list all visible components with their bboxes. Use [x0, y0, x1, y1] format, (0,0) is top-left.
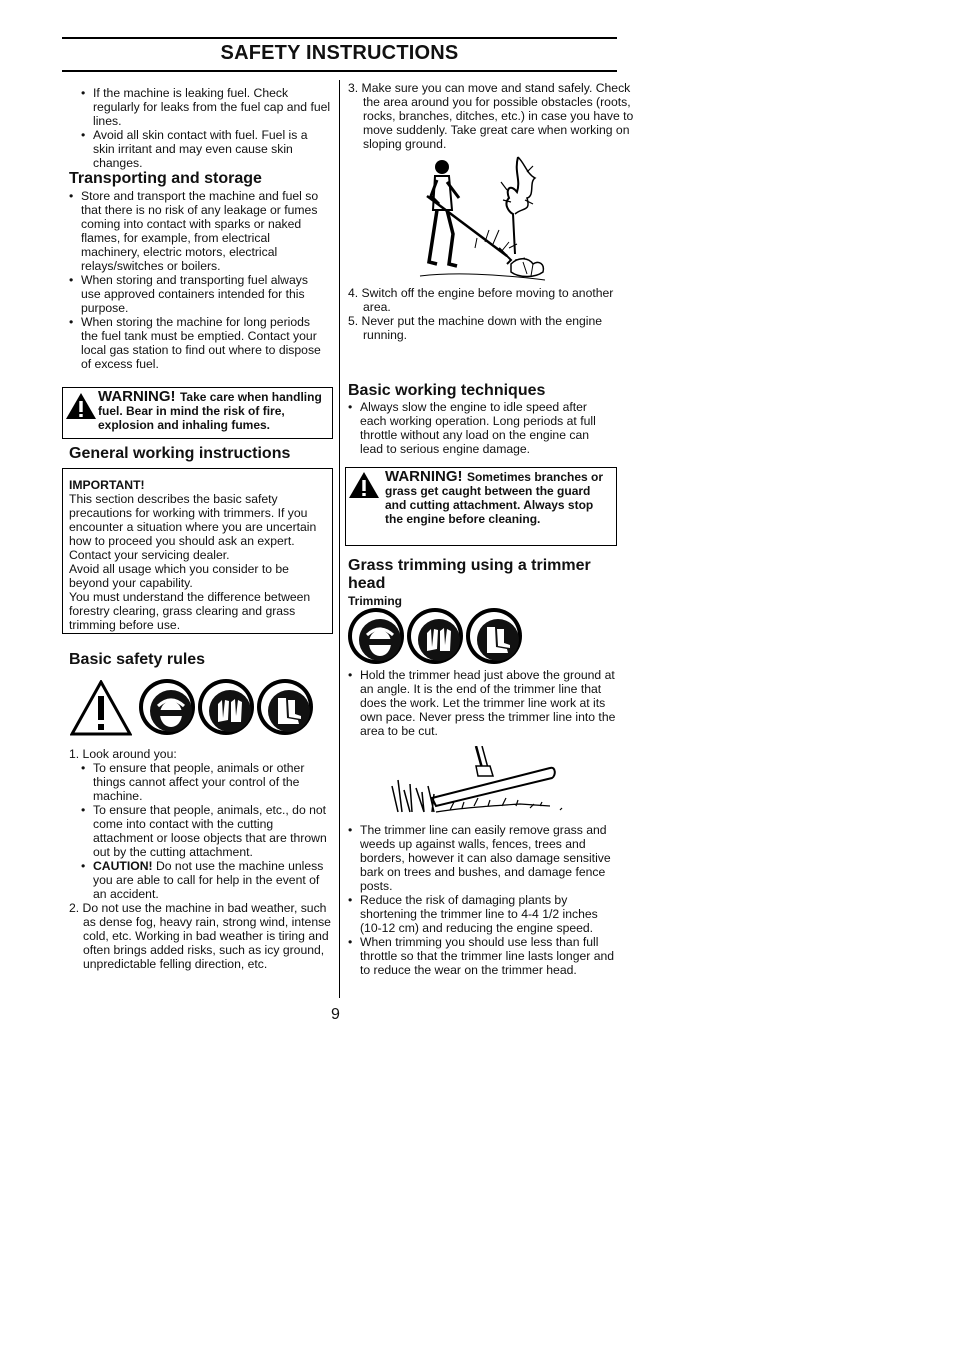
branches-warning-box [345, 467, 617, 546]
list-item: • Store and transport the machine and fuel so that there is no risk of any leakage or fumes coming into contact with sparks or naked flames, for example, from electrical machinery, electric motors, electrical relays/switches or boilers. [69, 189, 327, 273]
warning-triangle-icon [65, 392, 97, 420]
header-top-rule [62, 37, 617, 39]
warning-message: Sometimes branches or grass get caught between the guard and cutting attachment. Always stop the engine before cleaning. [385, 470, 604, 526]
face-protection-icon [139, 679, 195, 735]
operator-illustration [415, 152, 550, 284]
list-item: • When storing and transporting fuel always use approved containers intended for this purpose. [69, 273, 327, 315]
grass-subheading: Trimming [348, 594, 403, 608]
trimmer-head-illustration [390, 746, 575, 818]
list-item: • Reduce the risk of damaging plants by shortening the trimmer line to 4-4 1/2 inches (10-12 cm) and reducing the engine speed. [348, 893, 618, 935]
techniques-bullets [348, 400, 613, 456]
list-item: • To ensure that people, animals or other things cannot affect your control of the machine. [81, 761, 331, 803]
list-item: 2. Do not use the machine in bad weather, such as dense fog, heavy rain, strong wind, intense cold, etc. Working in bad weather is tiring and often brings added risks, such as icy ground, unpredictable felling direction, etc. [69, 901, 331, 971]
warning-triangle-icon [348, 471, 380, 499]
basic-rules-heading: Basic safety rules [69, 651, 206, 668]
important-box [62, 468, 333, 634]
boots-icon [466, 608, 522, 664]
paragraph: Avoid all usage which you consider to be beyond your capability. [69, 562, 289, 590]
paragraph: You must understand the difference between forestry clearing, grass clearing and grass trimming before use. [69, 590, 311, 632]
warning-triangle-icon [70, 680, 132, 736]
face-protection-icon [348, 608, 404, 664]
caution-text: Do not use the machine unless you are able to call for help in the event of an accident. [93, 859, 324, 901]
list-item: • To ensure that people, animals, etc., do not come into contact with the cutting attachment or loose objects that are thrown out by the cutting attachment. [81, 803, 331, 859]
header-bottom-rule [62, 70, 617, 72]
list-item: • The trimmer line can easily remove grass and weeds up against walls, fences, trees and borders, however it can also damage sensitive bark on trees and bushes, and damage fence posts. [348, 823, 618, 893]
warning-label: WARNING! [385, 468, 463, 485]
page-title: SAFETY INSTRUCTIONS [220, 42, 459, 64]
trimming-bullets [348, 823, 618, 977]
caution-label: CAUTION! [93, 859, 153, 873]
item-3: 3. Make sure you can move and stand safely. Check the area around you for possible obstacles (roots, rocks, branches, ditches, etc.) in case you have to move suddenly. Take great care when working on sloping ground. [348, 81, 634, 151]
warning-message: Take care when handling fuel. Bear in mind the risk of fire, explosion and inhaling fumes. [98, 390, 322, 432]
boots-icon [257, 679, 313, 735]
general-heading: General working instructions [69, 445, 291, 462]
important-label: IMPORTANT! [69, 478, 145, 492]
gloves-icon [407, 608, 463, 664]
list-item [81, 859, 331, 901]
trimming-bullet-1 [348, 668, 618, 738]
list-item: • Hold the trimmer head just above the ground at an angle. It is the end of the trimmer line that does the work. Let the trimmer line work at its own pace. Never press the trimmer line into the area to be cut. [348, 668, 618, 738]
transport-bullets [69, 189, 327, 371]
list-item: • When trimming you should use less than full throttle so that the trimmer line lasts longer and to reduce the wear on the trimmer head. [348, 935, 618, 977]
gloves-icon [198, 679, 254, 735]
list-item: 1. Look around you: [69, 747, 177, 761]
paragraph: This section describes the basic safety precautions for working with trimmers. If you encounter a situation where you are uncertain how to proceed you should ask an expert. Contact your servicing dealer. [69, 492, 317, 562]
basic-rules-list [69, 747, 331, 971]
column-divider [339, 80, 340, 998]
list-item: • Always slow the engine to idle speed after each working operation. Long periods at full throttle without any load on the engine can lead to serious engine damage. [348, 400, 613, 456]
fuel-warning-text [98, 390, 328, 432]
important-content [69, 478, 327, 632]
list-item: • If the machine is leaking fuel. Check regularly for leaks from the fuel cap and fuel lines. [81, 86, 331, 128]
item-4: 4. Switch off the engine before moving to another area. [348, 286, 614, 314]
fuel-warning-box [62, 387, 333, 439]
list-item: • When storing the machine for long periods the fuel tank must be emptied. Contact your local gas station to find out where to dispose of excess fuel. [69, 315, 327, 371]
page-number: 9 [331, 1006, 340, 1023]
branches-warning-text [385, 470, 609, 526]
transport-heading: Transporting and storage [69, 170, 262, 187]
left-top-bullets [81, 86, 331, 170]
list-item: • Avoid all skin contact with fuel. Fuel is a skin irritant and may even cause skin changes. [81, 128, 331, 170]
techniques-heading: Basic working techniques [348, 382, 546, 399]
warning-label: WARNING! [98, 388, 176, 405]
grass-heading: Grass trimming using a trimmer head [348, 557, 591, 592]
item-5: 5. Never put the machine down with the engine running. [348, 314, 603, 342]
